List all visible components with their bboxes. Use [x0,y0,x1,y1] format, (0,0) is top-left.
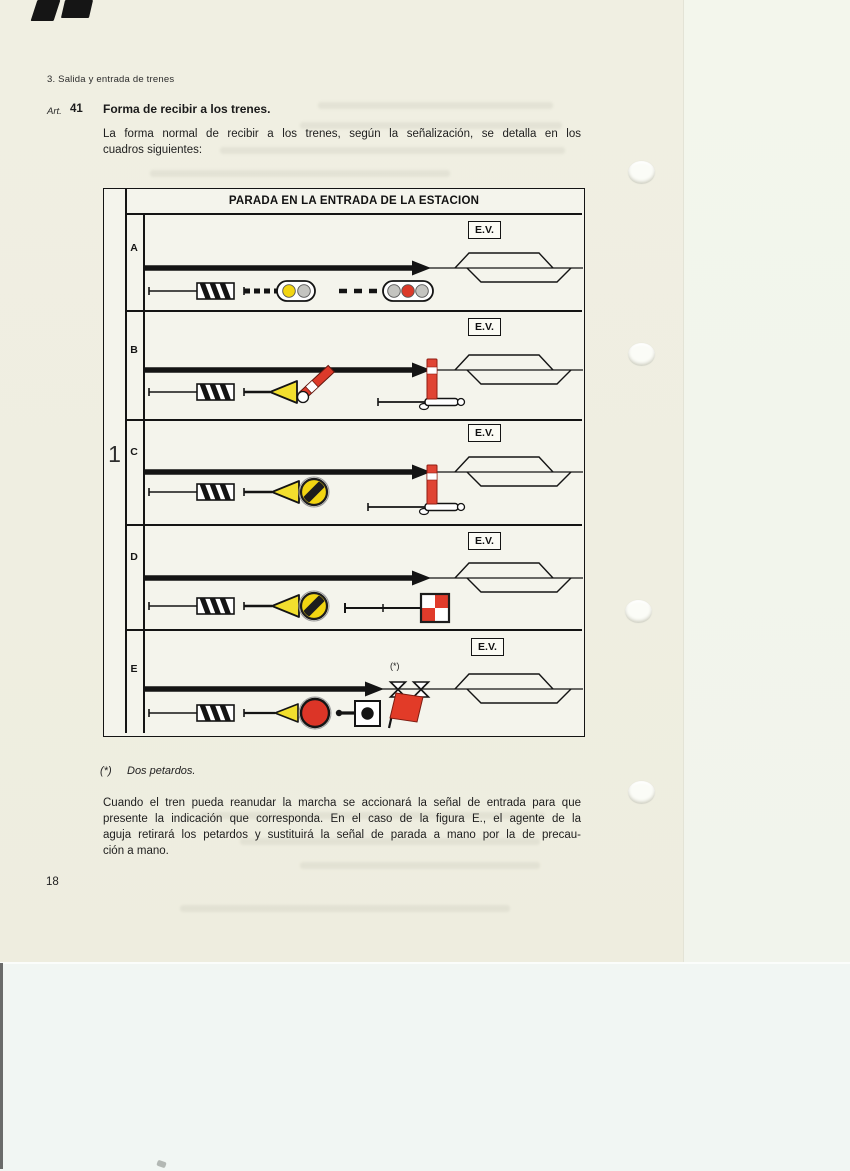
table-row-b [125,312,583,419]
bleed-through-line [300,862,540,869]
hole-punch [628,343,655,366]
closing-line: aguja retirará los petardos y sustituirá la señal de parada a mano por la de precau- [103,829,581,841]
scan-edge-artifact [0,963,3,1169]
station-loop-lower [467,370,571,384]
ev-label: E.V. [468,221,501,239]
article-title: Forma de recibir a los trenes. [103,102,271,116]
ev-label: E.V. [468,424,501,442]
article-number: 41 [70,103,83,115]
station-loop-upper [455,253,553,268]
red-disc-signal-icon [244,697,331,729]
footnote-marker: (*) [100,765,112,777]
row-label: A [130,242,138,254]
footnote-text: Dos petardos. [127,765,196,777]
hole-punch [628,781,655,804]
row-label: B [130,344,138,356]
page-right-margin-strip [683,0,850,962]
station-loop-upper [455,355,553,370]
row-label: E [130,663,138,675]
yellow-disc-signal-icon [244,476,330,507]
intro-line: La forma normal de recibir a los trenes, según la señalización, se detalla en los [103,128,581,140]
closing-line: presente la indicación que corresponda. En el caso de la figura E., el agente de la [103,813,581,825]
table-row-d [125,526,583,629]
yellow-disc-signal-icon [244,590,330,621]
bleed-through-line [318,102,553,109]
station-loop-upper [455,563,553,578]
bleed-through-line [180,905,510,912]
table-title: PARADA EN LA ENTRADA DE LA ESTACION [228,195,480,207]
row-label: C [130,446,138,458]
closing-line: Cuando el tren pueda reanudar la marcha se accionará la señal de entrada para que [103,797,581,809]
margin-figure: 1 [108,441,121,467]
ev-label: E.V. [471,638,504,656]
table-row-a [125,214,583,309]
station-loop-lower [467,268,571,282]
row-b-diagram [143,312,583,419]
scan-bottom-band [0,962,850,1171]
row-c-diagram [143,421,583,524]
ev-label: E.V. [468,532,501,550]
running-header: 3. Salida y entrada de trenes [47,74,175,85]
checkered-board-signal-icon [345,594,449,622]
hole-punch [628,161,655,184]
proximity-board-icon [149,283,234,299]
row-d-diagram [143,526,583,629]
hole-punch [625,600,652,623]
station-loop-upper [455,457,553,472]
closing-line: ción a mano. [103,845,169,857]
proximity-board-icon [149,705,234,721]
ink-mark [61,0,93,18]
table-row-e [125,631,583,732]
row-label: D [130,551,138,563]
bleed-through-line [150,170,450,177]
row-a-diagram [143,214,583,309]
station-loop-upper [455,674,553,689]
three-light-signal-icon [339,281,433,301]
detonators-marker: (*) [390,661,400,671]
proximity-board-icon [149,384,234,400]
station-loop-lower [467,578,571,592]
red-flag-icon [389,693,423,728]
station-loop-lower [467,689,571,703]
proximity-board-icon [149,598,234,614]
table-row-c [125,421,583,524]
ev-label: E.V. [468,318,501,336]
hand-lantern-icon [336,701,380,726]
intro-line: cuadros siguientes: [103,144,203,156]
article-label: Art. [47,106,62,117]
row-e-diagram [143,631,583,732]
page-number: 18 [46,876,59,888]
signal-table [103,188,585,737]
two-light-signal-icon [244,281,315,301]
proximity-board-icon [149,484,234,500]
station-loop-lower [467,472,571,486]
